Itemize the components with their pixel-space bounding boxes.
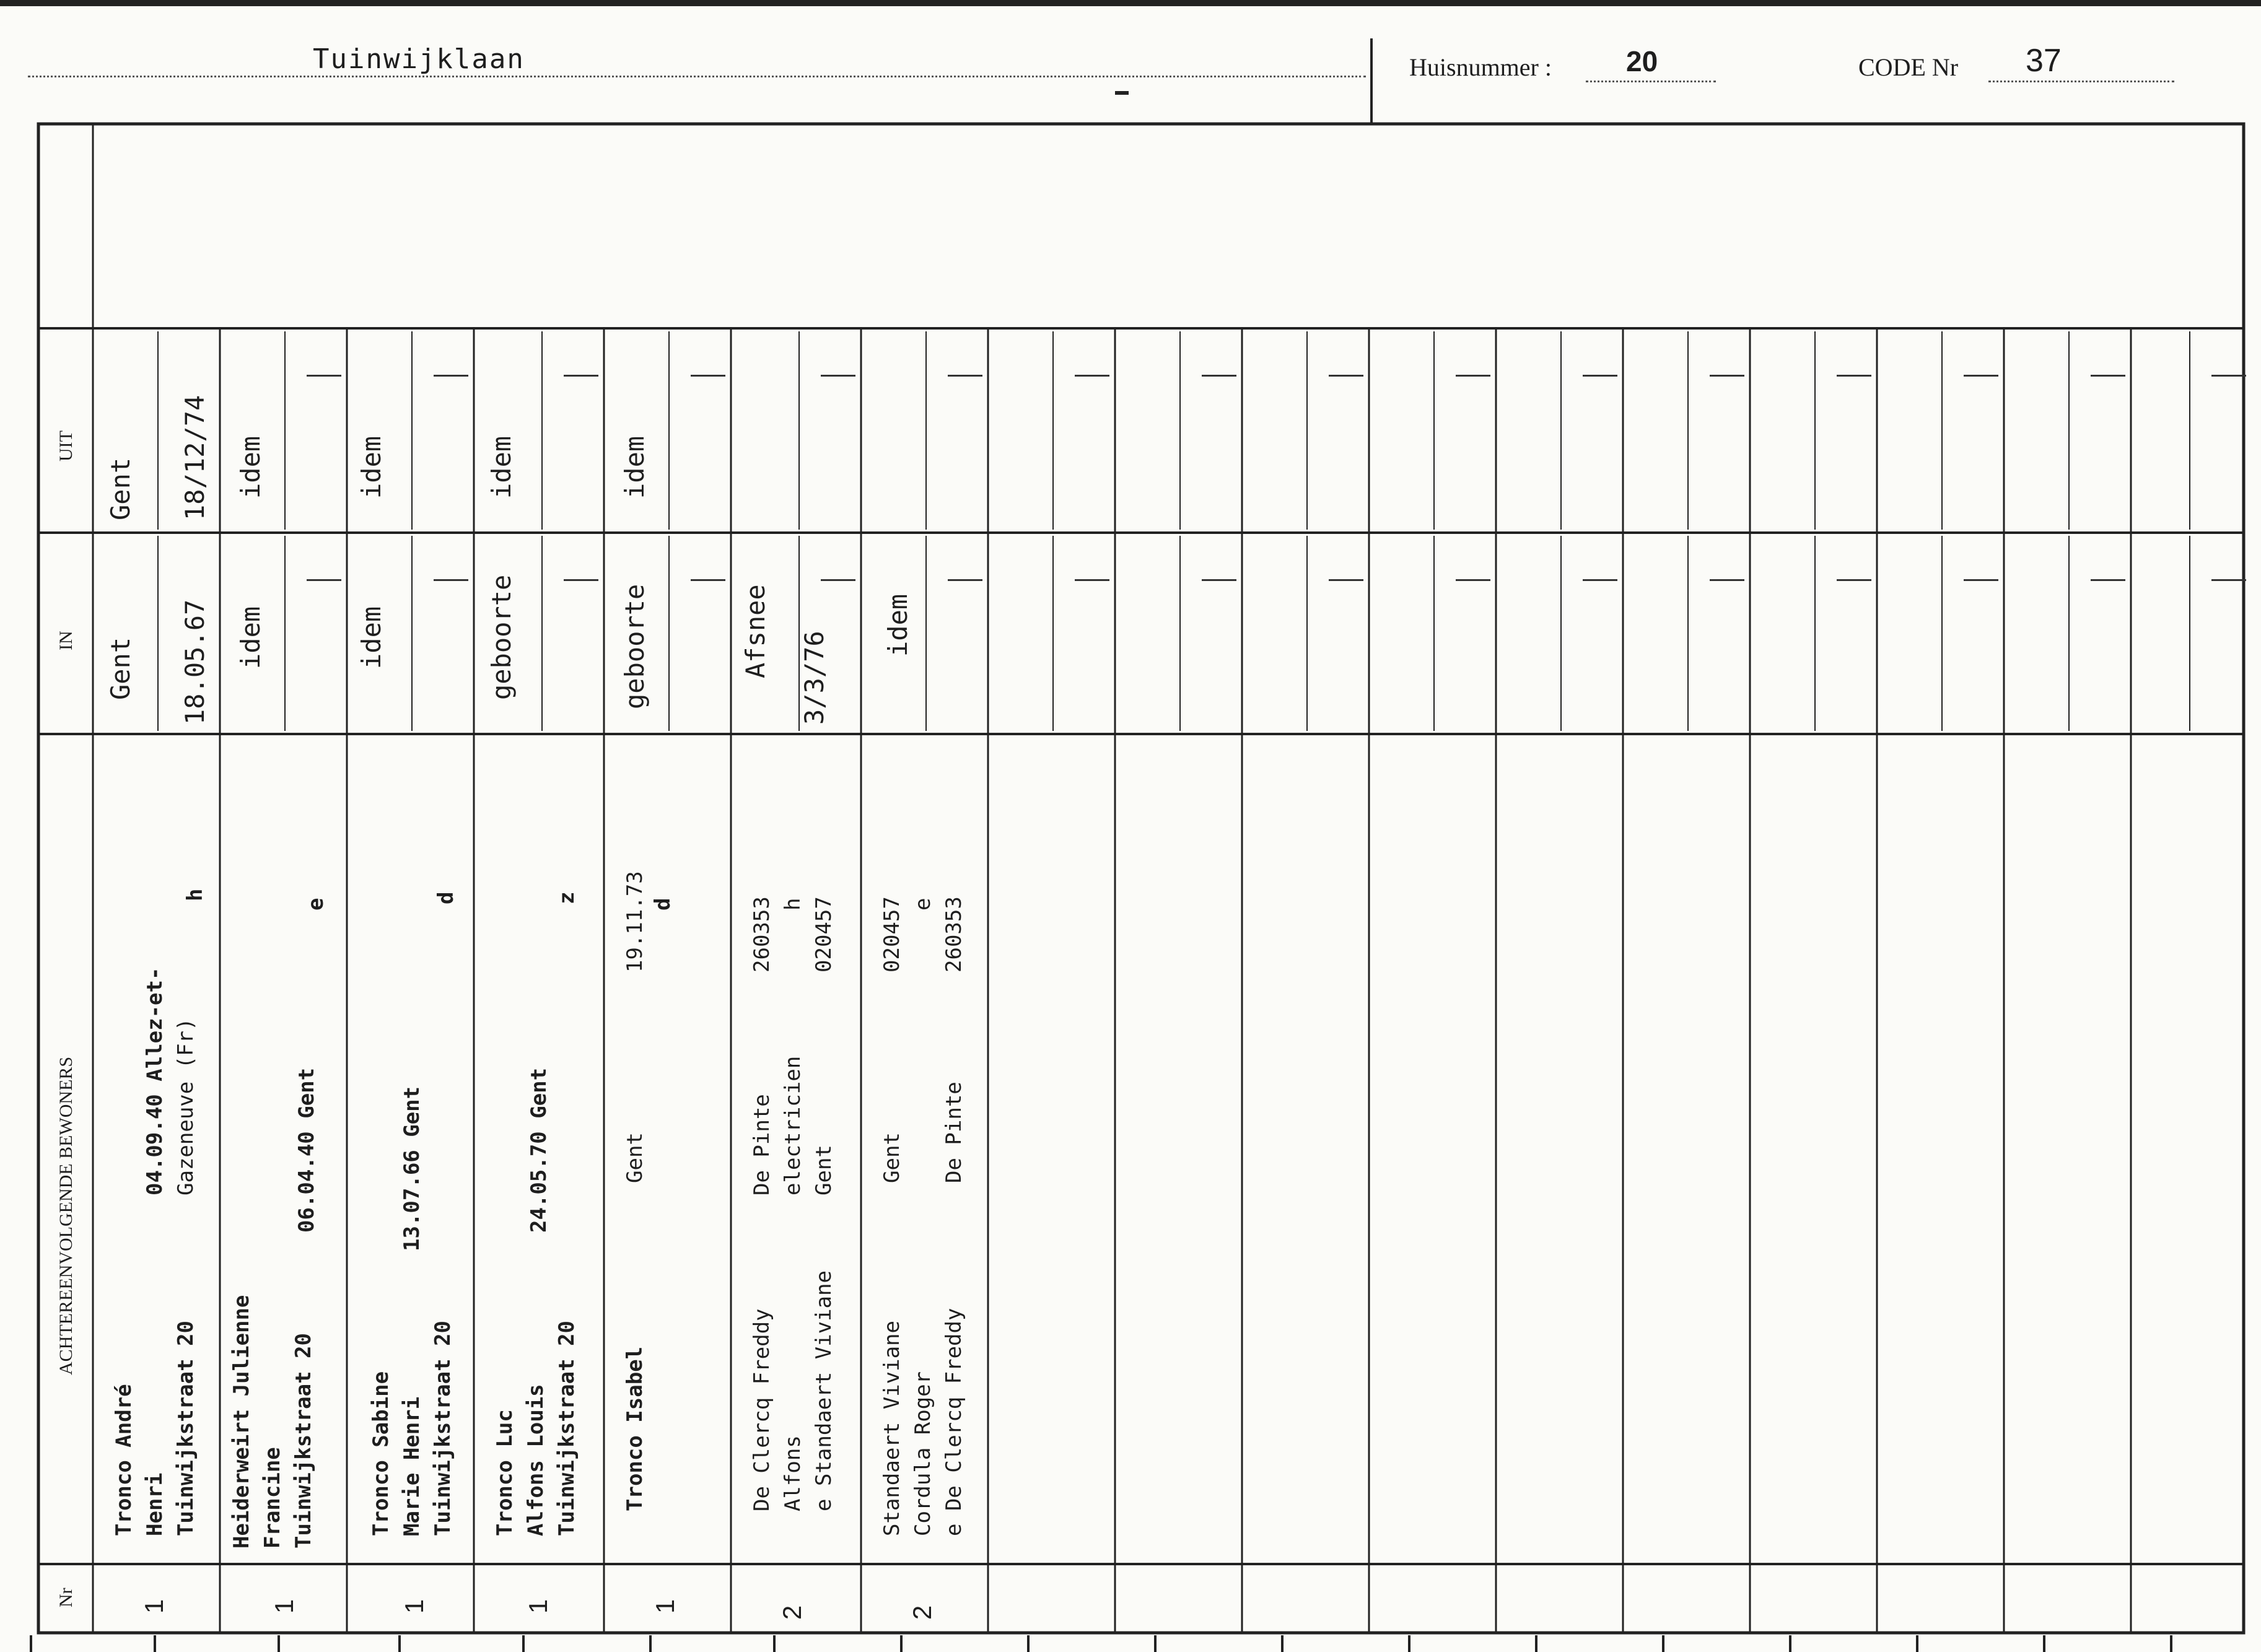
resident-code: 260353 [942,896,966,972]
empty-dash [564,375,598,377]
household-number: 1 [650,1599,680,1614]
resident-name: Marie Henri [400,1396,424,1536]
empty-dash [2211,375,2246,377]
resident-birth: Gazeneuve (Fr) [173,1018,198,1195]
household-number: 1 [139,1599,168,1614]
empty-dash [307,375,341,377]
empty-dash [2211,579,2246,581]
code-number-label: CODE Nr [1858,53,1959,81]
empty-dash [1202,579,1236,581]
in-place: idem [356,606,387,669]
resident-address: Tuinwijkstraat 20 [173,1321,198,1536]
resident-address: Tuinwijkstraat 20 [431,1321,455,1536]
out-place: idem [235,435,266,499]
empty-dash [2091,375,2125,377]
resident-sex: h [781,898,805,911]
out-place: idem [356,435,387,499]
resident-birth: 24.05.70 Gent [527,1067,551,1233]
empty-dash [1329,579,1363,581]
resident-name: De Clercq Freddy [750,1308,774,1511]
nr-column-header: Nr [56,1588,76,1607]
empty-dash [1710,375,1744,377]
out-place: idem [619,435,650,499]
in-place: Afsnee [740,584,771,678]
in-place: idem [235,606,266,669]
resident-place: Gent [811,1145,836,1195]
empty-dash [1583,375,1617,377]
resident-birth: 06.04.40 Gent [294,1067,319,1233]
out-column-header: UIT [56,430,76,461]
resident-name: Alfons Louis [523,1384,548,1536]
resident-address: Tuinwijkstraat 20 [554,1321,579,1536]
empty-dash [948,579,982,581]
empty-dash [1075,375,1109,377]
resident-spouse: e De Clercq Freddy [942,1308,966,1536]
empty-dash [691,375,725,377]
empty-dash [1075,579,1109,581]
in-place: idem [883,593,913,657]
resident-birth-date: 19.11.73 [623,871,647,972]
empty-dash [1456,375,1490,377]
empty-dash [1583,579,1617,581]
resident-name: Tronco Sabine [369,1371,393,1536]
resident-name: Henri [142,1472,167,1536]
in-place: geboorte [486,574,517,700]
resident-name: Standaert Viviane [880,1321,904,1536]
empty-dash [307,579,341,581]
resident-sex: e [304,898,328,911]
residents-column-header: ACHTEREENVOLGENDE BEWONERS [56,1056,76,1375]
empty-dash [564,579,598,581]
resident-place: De Pinte [942,1082,966,1183]
empty-dash [434,579,468,581]
out-place: idem [486,435,517,499]
empty-dash [948,375,982,377]
resident-birthplace: Gent [880,1132,904,1183]
in-column-header: IN [56,631,76,650]
household-number: 2 [907,1605,937,1620]
resident-name: Alfons [781,1435,805,1511]
resident-profession: electricien [781,1055,805,1195]
resident-name: Heiderweirt Julienne [229,1295,254,1549]
resident-name: Cordula Roger [911,1371,935,1536]
in-date: 18.05.67 [180,599,210,725]
empty-dash [1456,579,1490,581]
empty-dash [1202,375,1236,377]
empty-dash [821,579,855,581]
resident-birth: 04.09.40 Allez-et- [142,967,167,1195]
empty-dash [821,375,855,377]
resident-code: 020457 [811,896,836,972]
resident-name: Tronco Luc [492,1409,517,1536]
house-number-value: 20 [1626,45,1658,77]
empty-dash [1964,579,1998,581]
resident-code: 260353 [750,896,774,972]
resident-name: Tronco André [112,1384,136,1536]
resident-address: Tuinwijkstraat 20 [291,1333,316,1549]
resident-sex: e [911,898,935,911]
in-date: 3/3/76 [799,631,829,725]
resident-code: 020457 [880,896,904,972]
household-number: 1 [269,1599,299,1614]
out-date: 18/12/74 [180,395,210,520]
household-number: 2 [777,1605,807,1620]
resident-birthplace: De Pinte [750,1094,774,1195]
household-number: 1 [523,1599,553,1614]
resident-sex: d [434,891,458,904]
household-number: 1 [400,1599,429,1614]
resident-birth: 13.07.66 Gent [400,1086,424,1251]
house-number-label: Huisnummer : [1409,53,1552,81]
code-number-value: 37 [2026,43,2062,79]
empty-dash [434,375,468,377]
resident-spouse: e Standaert Viviane [811,1270,836,1511]
resident-name: Francine [260,1447,285,1549]
street-name: Tuinwijklaan [313,43,525,75]
empty-dash [1837,579,1871,581]
in-place: Gent [105,637,136,700]
resident-sex: h [183,888,208,901]
resident-birth: Gent [623,1132,647,1183]
in-place: geboorte [619,583,650,709]
empty-dash [1710,579,1744,581]
empty-dash [1964,375,1998,377]
empty-dash [2091,579,2125,581]
resident-name: Tronco Isabel [623,1346,647,1511]
out-place: Gent [105,457,136,520]
resident-sex: z [554,891,579,904]
empty-dash [1329,375,1363,377]
empty-dash [691,579,725,581]
resident-sex: d [650,898,675,911]
empty-dash [1837,375,1871,377]
